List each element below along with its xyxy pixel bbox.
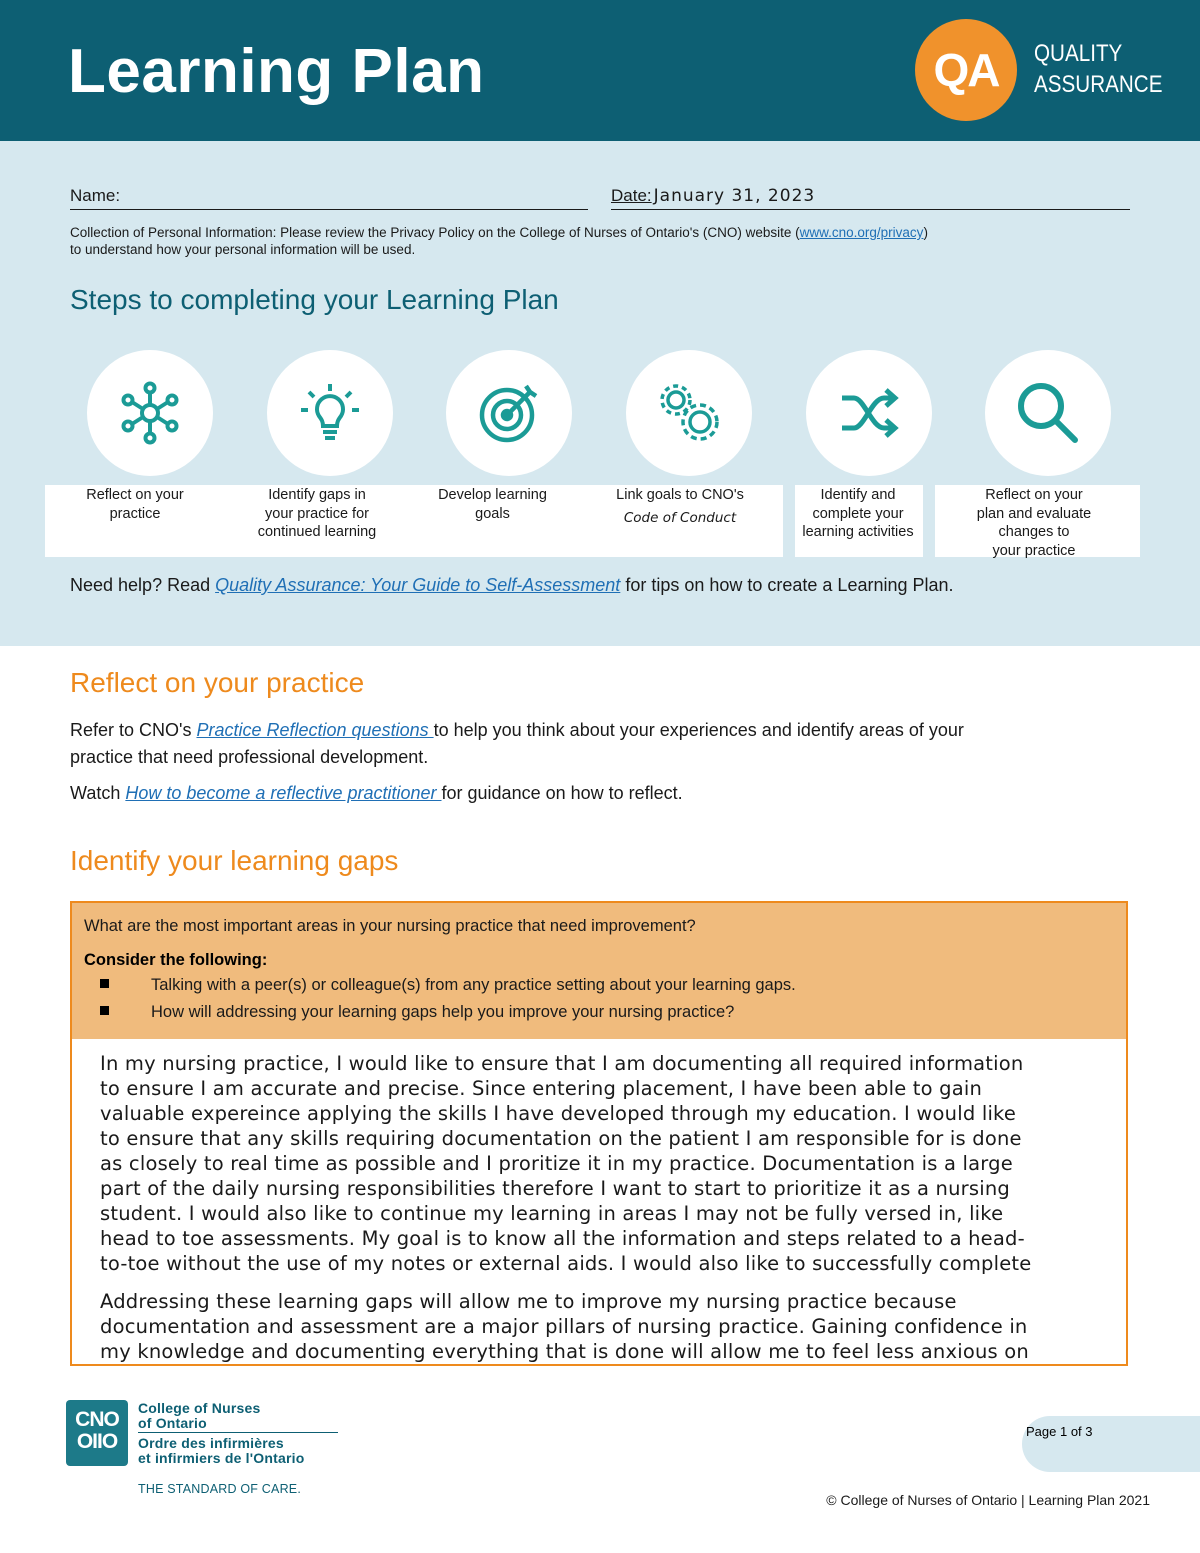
name-field[interactable] xyxy=(70,186,588,210)
gaps-prompt-box xyxy=(70,901,1128,1041)
step-6-circle xyxy=(985,350,1111,476)
gaps-question: What are the most important areas in your nursing practice that need improvement? xyxy=(84,917,696,935)
divider xyxy=(138,1432,338,1433)
page-title: Learning Plan xyxy=(68,37,485,106)
reflect-paragraph-2: Watch How to become a reflective practitioner for guidance on how to reflect. xyxy=(70,783,683,803)
qa-logo: QA xyxy=(915,19,1017,121)
date-label: Date: xyxy=(611,186,652,205)
magnifier-icon xyxy=(1013,378,1083,448)
step-6-label: Reflect on your plan and evaluate changes to your practice xyxy=(976,487,1092,559)
step-4-label: Link goals to CNO's Code of Conduct xyxy=(616,487,744,526)
step-1-label: Reflect on your practice xyxy=(86,487,184,522)
privacy-notice: Collection of Personal Information: Please review the Privacy Policy on the College of Nurses of Ontario's (CNO) website (www.cno.org/privacy) to understand how your personal information will be used. xyxy=(70,225,928,257)
gaps-answer-field[interactable] xyxy=(70,1039,1128,1366)
step-2-circle xyxy=(267,350,393,476)
consider-label: Consider the following: xyxy=(84,951,268,969)
cno-org-name: College of Nurses of Ontario Ordre des infirmières et infirmiers de l'Ontario xyxy=(138,1401,338,1465)
reflect-paragraph-1: Refer to CNO's Practice Reflection questions to help you think about your experiences and identify areas of your practice that need professional development. xyxy=(70,720,964,767)
step-3-label: Develop learning goals xyxy=(438,487,547,522)
answer-paragraph-1: In my nursing practice, I would like to ensure that I am documenting all required information to ensure I am accurate and precise. Since entering placement, I have been able to gain valuable expereince applying the skills I have developed through my education. I would like to ensure that any skills requiring documentation on the patient I am responsible for is done as closely to real time as possible and I proritize it in my practice. Documentation is a large part of the daily nursing responsibilities therefore I want to start to prioritize it as a nursing student. I would also like to continue my learning in areas I may not be fully versed in, like head to toe assessments. My goal is to know all the information and steps related to a head- to-toe without the use of my notes or external aids. I would also like to successfully complete xyxy=(100,1052,1032,1275)
answer-paragraph-2: Addressing these learning gaps will allow me to improve my nursing practice because documentation and assessment are a major pillars of nursing practice. Gaining confidence in my knowledge and documenting everything that is done will allow me to feel less anxious on xyxy=(100,1290,1029,1363)
self-assessment-guide-link[interactable]: Quality Assurance: Your Guide to Self-Assessment xyxy=(215,575,621,595)
page-number: Page 1 of 3 xyxy=(1026,1424,1093,1439)
page-header xyxy=(0,0,1200,141)
step-1-circle xyxy=(87,350,213,476)
step-5-circle xyxy=(806,350,932,476)
network-icon xyxy=(115,378,185,448)
practice-reflection-link[interactable]: Practice Reflection questions xyxy=(196,720,434,740)
step-4-circle xyxy=(626,350,752,476)
steps-heading: Steps to completing your Learning Plan xyxy=(70,284,559,315)
reflect-heading: Reflect on your practice xyxy=(70,667,365,698)
qa-logo-text: QUALITY ASSURANCE xyxy=(1034,40,1163,98)
name-label: Name: xyxy=(70,186,121,205)
list-item: Talking with a peer(s) or colleague(s) from any practice setting about your learning gaps. xyxy=(100,976,796,995)
step-5-label: Identify and complete your learning activities xyxy=(802,487,914,540)
bullet-icon xyxy=(100,979,109,988)
date-value: January 31, 2023 xyxy=(653,186,816,206)
gears-icon xyxy=(654,378,724,448)
list-item: How will addressing your learning gaps help you improve your nursing practice? xyxy=(100,1003,734,1022)
date-field[interactable] xyxy=(611,186,1130,210)
step-3-circle xyxy=(446,350,572,476)
target-icon xyxy=(474,378,544,448)
cno-logo: CNO OIIO xyxy=(66,1400,128,1466)
tagline: THE STANDARD OF CARE. xyxy=(138,1482,302,1496)
bullet-icon xyxy=(100,1006,109,1015)
shuffle-icon xyxy=(834,378,904,448)
gaps-heading: Identify your learning gaps xyxy=(70,845,399,876)
privacy-link[interactable]: www.cno.org/privacy xyxy=(799,225,924,240)
reflective-practitioner-link[interactable]: How to become a reflective practitioner xyxy=(125,783,442,803)
step-2-label: Identify gaps in your practice for continued learning xyxy=(257,487,377,540)
lightbulb-icon xyxy=(295,378,365,448)
copyright: © College of Nurses of Ontario | Learning Plan 2021 xyxy=(826,1492,1150,1508)
help-text: Need help? Read Quality Assurance: Your Guide to Self-Assessment for tips on how to create a Learning Plan. xyxy=(70,575,954,595)
